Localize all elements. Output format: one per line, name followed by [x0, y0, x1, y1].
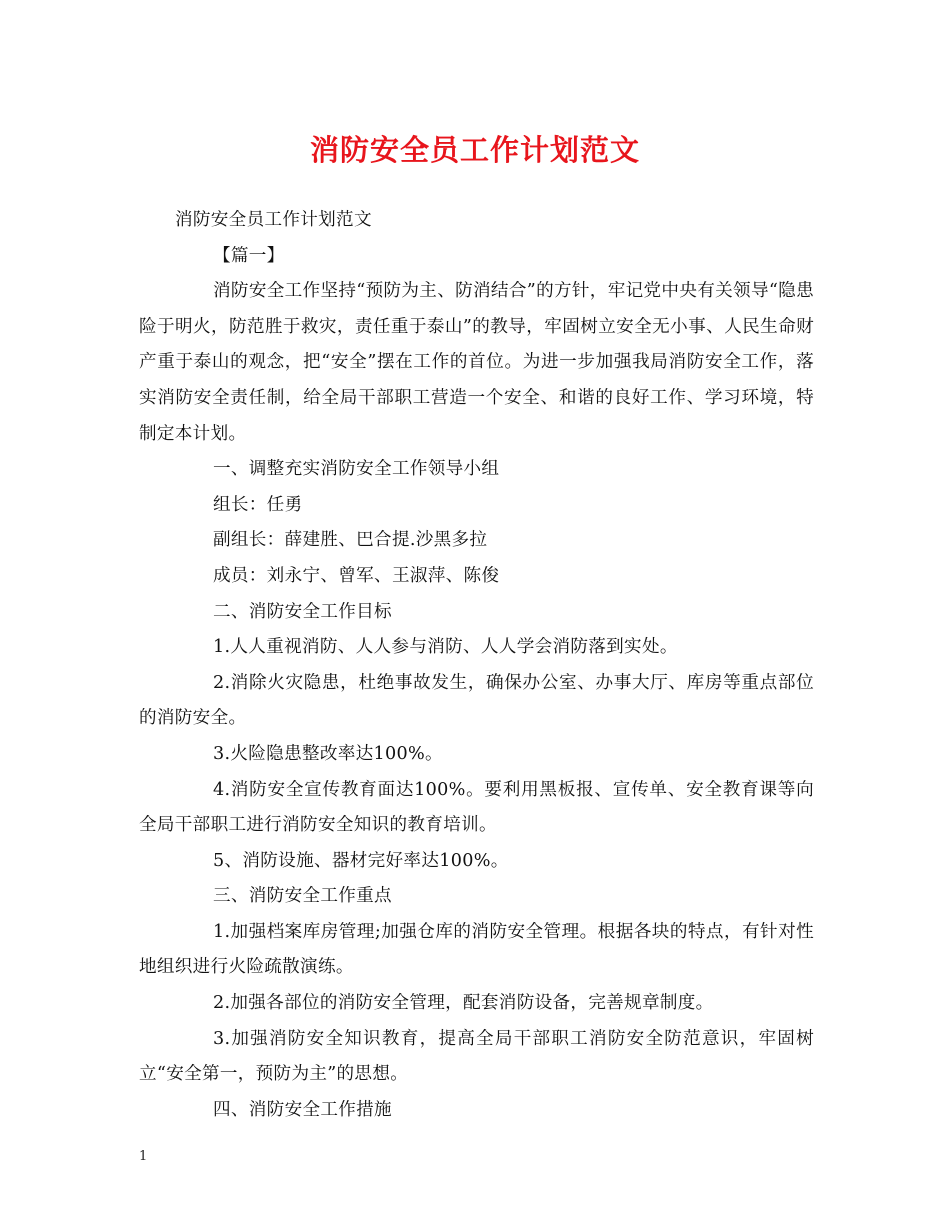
heading-measures: 四、消防安全工作措施 — [213, 1099, 392, 1120]
goal-item: 3.火险隐患整改率达100%。 — [213, 743, 443, 764]
document-subtitle: 消防安全员工作计划范文 — [175, 210, 372, 230]
deputy-leaders: 副组长：薛建胜、巴合提.沙黑多拉 — [213, 530, 488, 551]
goal-item: 2.消除火灾隐患，杜绝事故发生，确保办公室、办事大厅、库房等重点部位的消防安全。 — [139, 672, 814, 729]
section-label: 【篇一】 — [213, 245, 285, 266]
key-point-item: 1.加强档案库房管理;加强仓库的消防安全管理。根据各块的特点，有针对性地组织进行火险疏散演练。 — [139, 921, 814, 978]
key-point-item: 3.加强消防安全知识教育，提高全局干部职工消防安全防范意识，牢固树立“安全第一，预防为主”的思想。 — [139, 1028, 814, 1085]
intro-paragraph: 消防安全工作坚持“预防为主、防消结合”的方针，牢记党中央有关领导“隐患险于明火，防范胜于救灾，责任重于泰山”的教导，牢固树立安全无小事、人民生命财产重于泰山的观念，把“安全”摆在工作的首位。为进一步加强我局消防安全工作，落实消防安全责任制，给全局干部职工营造一个安全、和谐的良好工作、学习环境，特制定本计划。 — [139, 281, 814, 444]
heading-leadership-group: 一、调整充实消防安全工作领导小组 — [213, 459, 500, 480]
document-title: 消防安全员工作计划范文 — [309, 133, 640, 167]
key-point-item: 2.加强各部位的消防安全管理，配套消防设备，完善规章制度。 — [213, 993, 714, 1014]
goal-item: 4.消防安全宣传教育面达100%。要利用黑板报、宣传单、安全教育课等向全局干部职工进行消防安全知识的教育培训。 — [139, 779, 814, 836]
goal-item: 1.人人重视消防、人人参与消防、人人学会消防落到实处。 — [213, 637, 678, 658]
goal-item: 5、消防设施、器材完好率达100%。 — [213, 850, 509, 871]
document-body — [139, 203, 814, 1128]
group-members: 成员：刘永宁、曾军、王淑萍、陈俊 — [213, 565, 500, 586]
heading-key-points: 三、消防安全工作重点 — [213, 886, 392, 907]
page-number: 1 — [139, 1149, 148, 1164]
heading-goals: 二、消防安全工作目标 — [213, 601, 392, 622]
group-leader: 组长：任勇 — [213, 494, 303, 515]
